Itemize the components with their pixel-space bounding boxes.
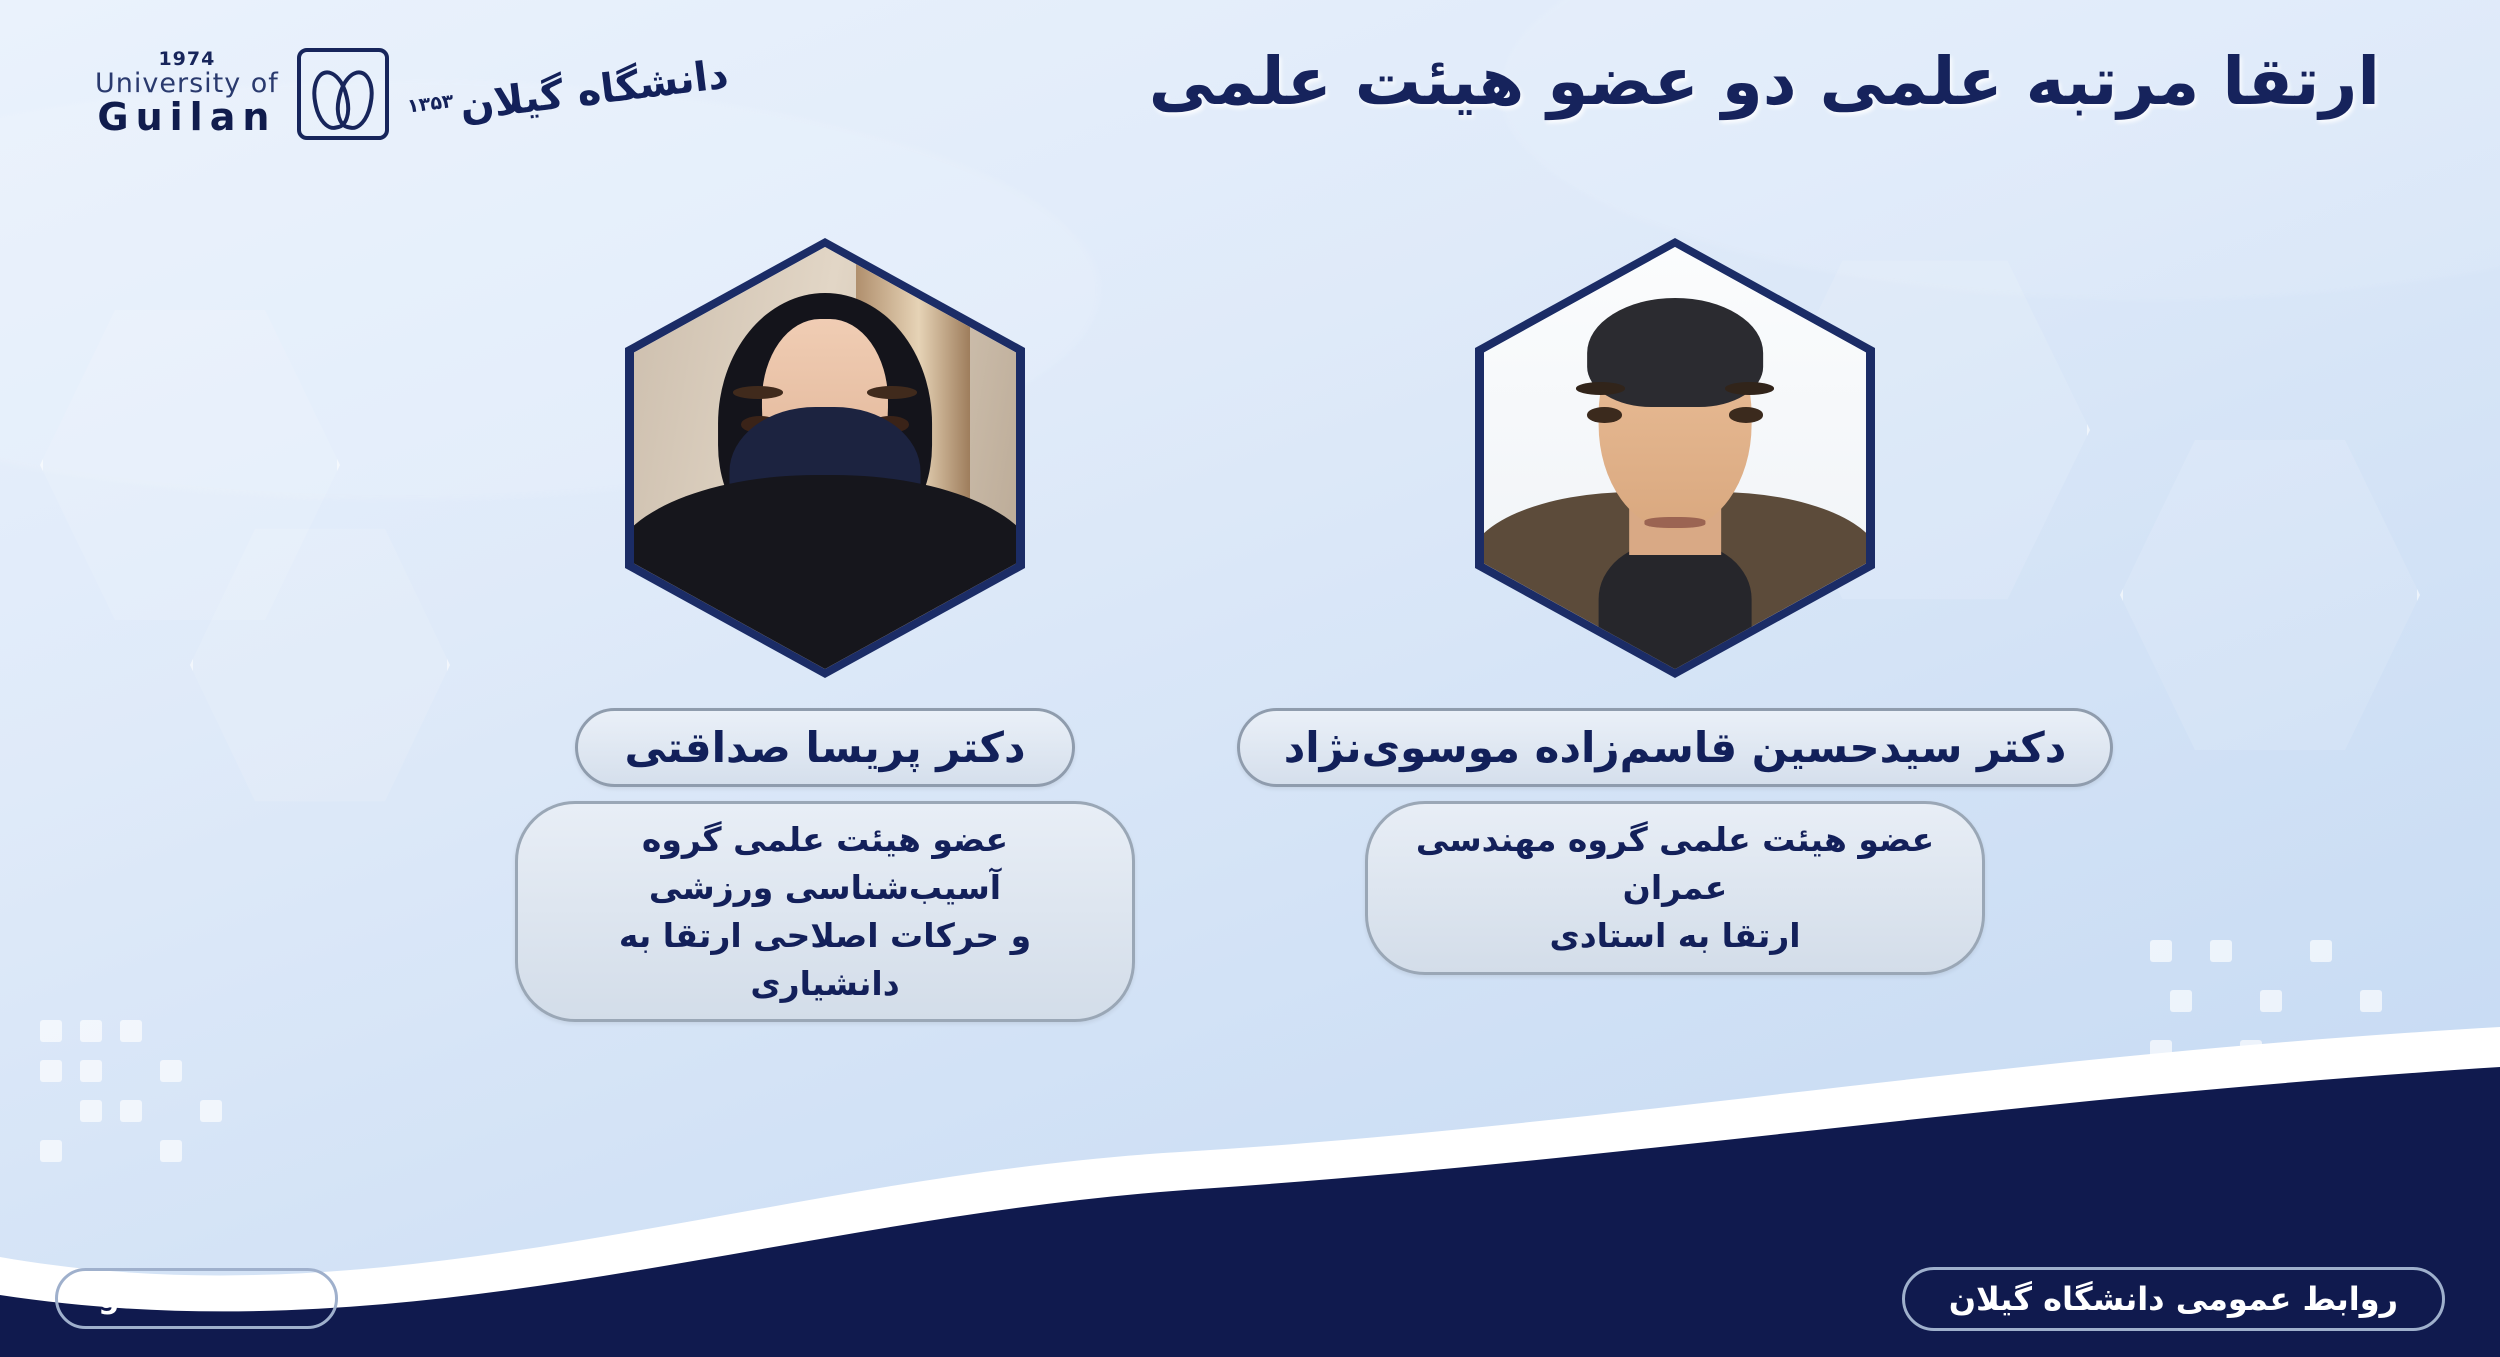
logo-guilan-en: Guilan xyxy=(97,95,277,140)
logo-english-text xyxy=(95,47,279,140)
faculty-name-1: دکتر سیدحسین قاسم‌زاده موسوی‌نژاد xyxy=(1237,708,2114,787)
faculty-name-2: دکتر پریسا صداقتی xyxy=(575,708,1075,787)
page-title: ارتقا مرتبه علمی دو عضو هیئت علمی xyxy=(1148,43,2380,120)
logo-university-of: University of xyxy=(95,67,279,99)
hex-photo-clip-1 xyxy=(1484,247,1866,669)
logo-university-fa: دانشگاه گیلان xyxy=(457,51,731,131)
hex-photo-clip-2 xyxy=(634,247,1016,669)
faculty-role-1-line2: ارتقا به استادی xyxy=(1549,915,1801,955)
faculty-card-2 xyxy=(515,238,1135,1022)
faculty-role-1-line1: عضو هیئت علمی گروه مهندسی عمران xyxy=(1415,820,1935,907)
public-relations-badge: روابط عمومی دانشگاه گیلان xyxy=(1902,1267,2445,1331)
faculty-role-1 xyxy=(1365,801,1985,975)
portrait-image-1 xyxy=(1484,247,1866,669)
website-badge[interactable]: guilan.ac.ir xyxy=(55,1268,338,1329)
faculty-role-2-line1: عضو هیئت علمی گروه آسیب‌شناسی ورزشی xyxy=(641,820,1009,907)
faculty-photo-2 xyxy=(625,238,1025,678)
faculty-role-2-line2: و حرکات اصلاحی ارتقا به دانشیاری xyxy=(618,915,1032,1003)
faculty-role-2 xyxy=(515,801,1135,1022)
guilan-emblem-icon xyxy=(297,48,389,140)
portrait-image-2 xyxy=(634,247,1016,669)
logo-year-en: 1974 xyxy=(158,47,216,70)
logo-year-fa: ۱۳۵۳ xyxy=(405,89,455,118)
university-logo xyxy=(95,48,729,140)
faculty-list xyxy=(0,238,2500,1022)
logo-persian-text xyxy=(405,52,730,137)
faculty-card-1 xyxy=(1283,238,2067,1022)
faculty-photo-1 xyxy=(1475,238,1875,678)
